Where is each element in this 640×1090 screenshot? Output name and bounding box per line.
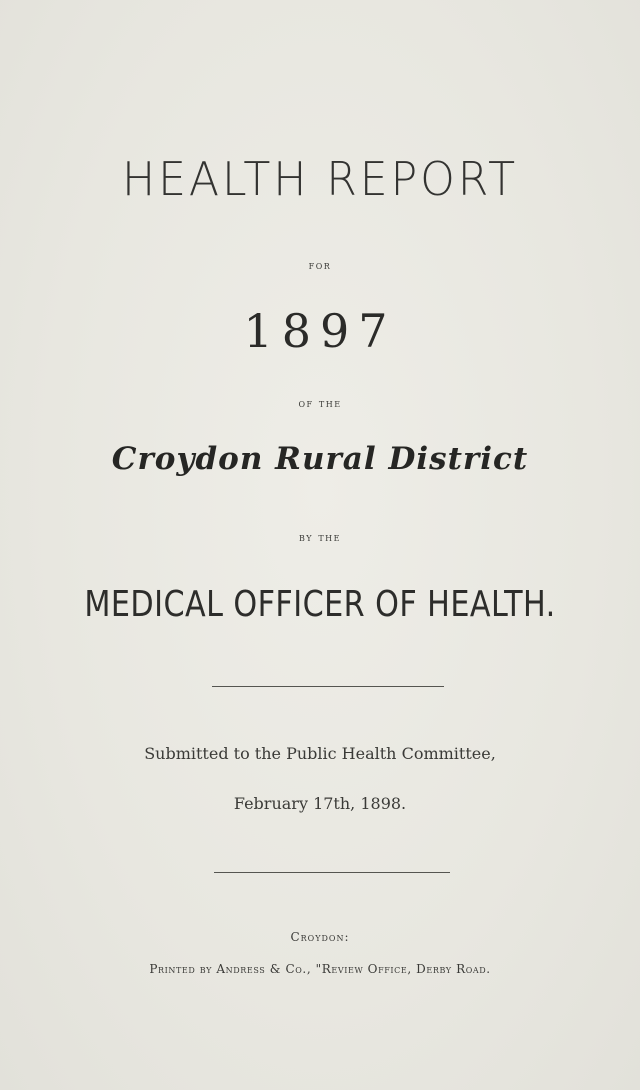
divider-rule <box>214 872 450 873</box>
by-the-label: by the <box>299 530 341 544</box>
divider-rule <box>212 686 444 687</box>
of-the-label: of the <box>298 396 342 410</box>
submitted-line: Submitted to the Public Health Committee, <box>144 744 496 763</box>
imprint-city: Croydon: <box>290 930 350 944</box>
report-title: HEALTH REPORT <box>122 152 518 206</box>
for-label: for <box>308 258 332 272</box>
district-name: Croydon Rural District <box>111 441 529 477</box>
report-year: 1897 <box>243 304 397 358</box>
imprint-printer: Printed by Andress & Co., "Review Office, Derby Road. <box>149 962 491 976</box>
officer-title: MEDICAL OFFICER OF HEALTH. <box>84 584 556 625</box>
date-line: February 17th, 1898. <box>233 794 407 813</box>
